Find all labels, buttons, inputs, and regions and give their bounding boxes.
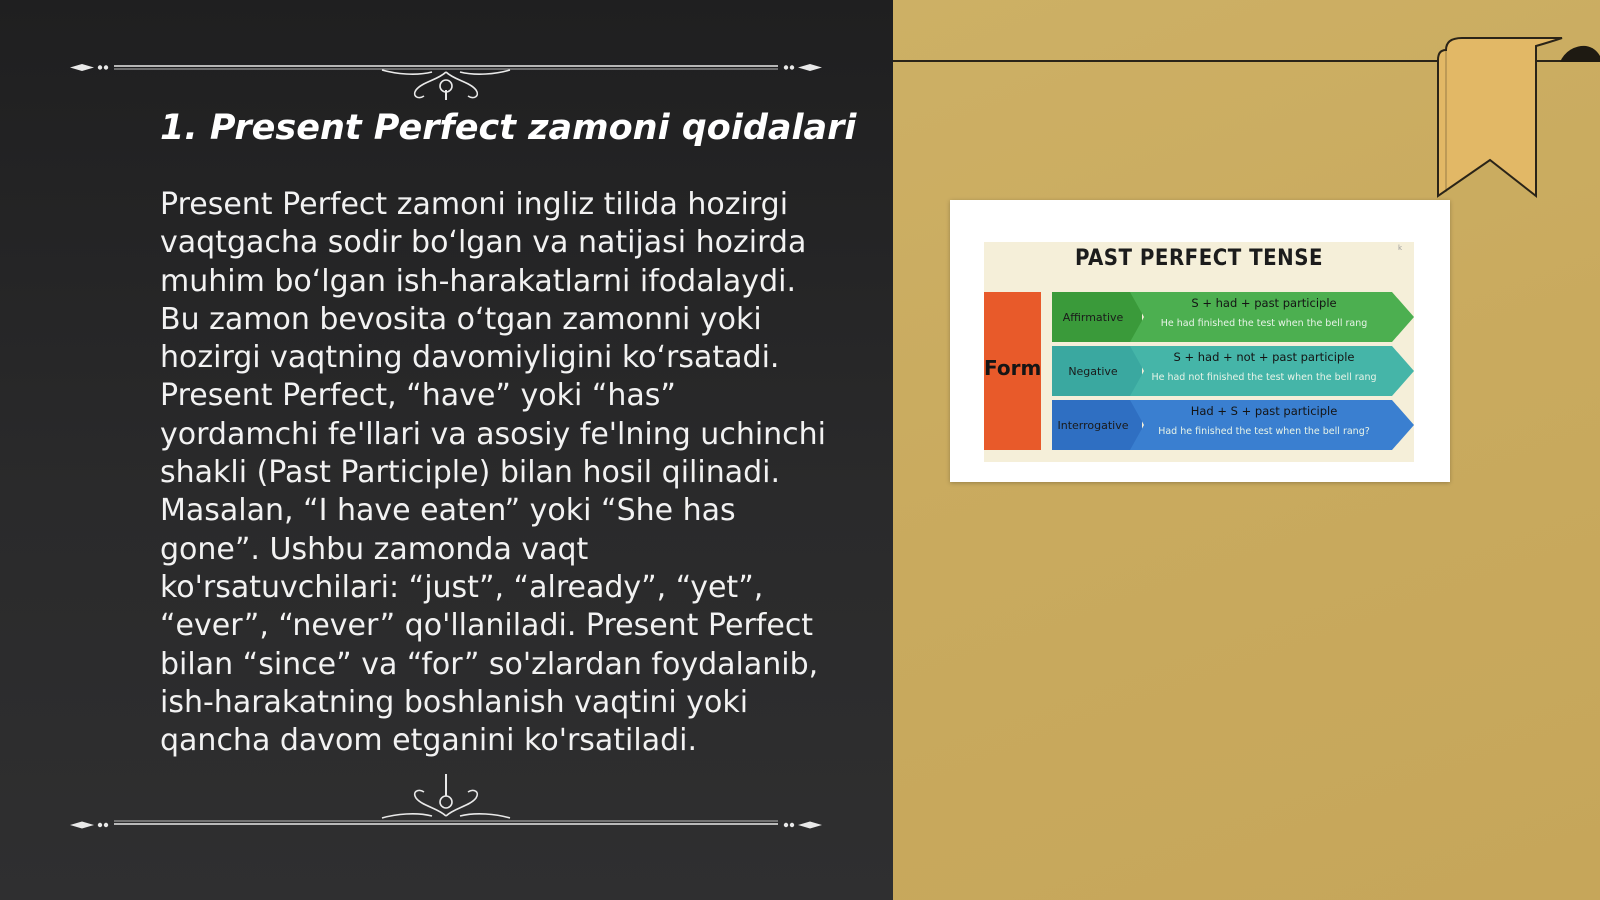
form-label: Form: [984, 356, 1042, 380]
figure-row-interrogative: [1052, 400, 1414, 450]
past-perfect-figure: [984, 242, 1414, 462]
figure-card: [950, 200, 1450, 482]
slide-body-text: Present Perfect zamoni ingliz tilida hozirgi vaqtgacha sodir bo‘lgan va natijasi hozirda muhim bo‘lgan ish-harakatlarni ifodalaydi. Bu zamon bevosita o‘tgan zamonni yoki hozirgi vaqtning davomiyligini ko‘rsatadi. Present Perfect, “have” yoki “has” yordamchi fe'llari va asosiy fe'lning uchinchi shakli (Past Participle) bilan hosil qilinadi. Masalan, “I have eaten” yoki “She has gone”. Ushbu zamonda vaqt ko'rsatuvchilari: “just”, “already”, “yet”, “ever”, “never” qo'llaniladi. Present Perfect bilan “since” va “for” so'zlardan foydalanib, ish-harakatning boshlanish vaqtini yoki qancha davom etganini ko'rsatiladi.: [160, 187, 827, 759]
row-example: He had not finished the test when the bell rang: [1151, 372, 1377, 383]
ribbon-bookmark-icon: [1432, 36, 1600, 206]
row-label: Interrogative: [1057, 418, 1129, 432]
figure-row-affirmative: [1052, 292, 1414, 342]
slide-title: 1. Present Perfect zamoni qoidalari: [160, 108, 857, 148]
form-box: [984, 292, 1041, 450]
figure-title: PAST PERFECT TENSE: [1074, 246, 1324, 271]
row-example: Had he finished the test when the bell rang?: [1158, 426, 1370, 437]
flourish-divider-top-icon: [66, 40, 826, 100]
figure-mark: k: [1398, 244, 1403, 252]
row-example: He had finished the test when the bell rang: [1160, 318, 1368, 329]
flourish-divider-bottom-icon: [66, 770, 826, 830]
row-formula: S + had + not + past participle: [1173, 350, 1355, 364]
row-formula: S + had + past participle: [1191, 296, 1337, 310]
row-formula: Had + S + past participle: [1190, 404, 1338, 418]
row-label: Affirmative: [1062, 310, 1124, 324]
row-label: Negative: [1068, 364, 1118, 378]
figure-row-negative: [1052, 346, 1414, 396]
